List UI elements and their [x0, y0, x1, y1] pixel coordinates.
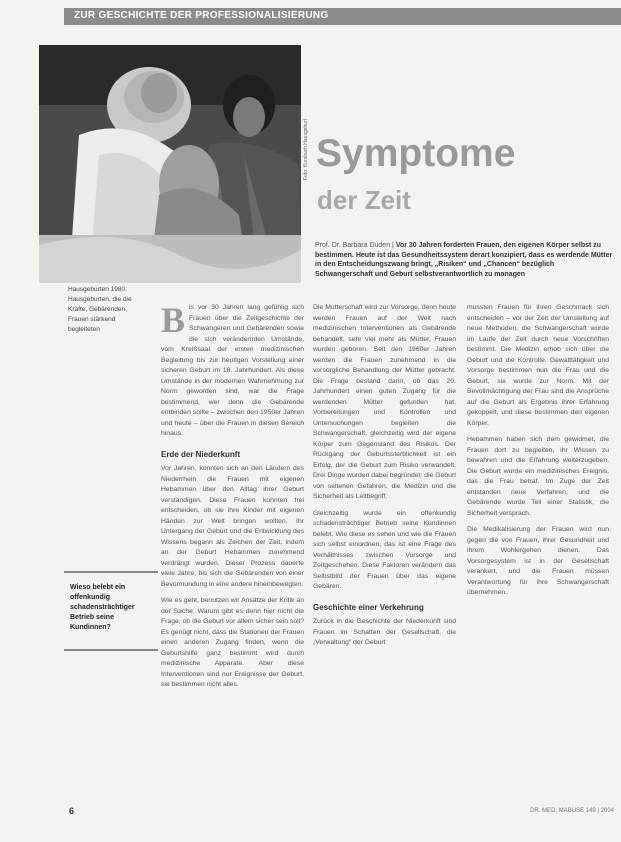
paragraph: Hebammen haben sich dem gewidmet, die Frauen dort zu begleiten, ihr Wissen zu bewahren und die Erfahrung weiterzugeben. Die Geburt wurde ein medizinisches Ereignis, das die Frau betraf. Im Zuge der Zeit entstanden neue Verfahren, und die Gebärende wurde Teil einer Statistik, die Sicherheit versprach.: [467, 436, 609, 517]
paragraph: Bis vor 30 Jahren lang gefühlig sich Frauen über die Zeitgeschichte der Schwangeren und Gebärenden sowie die sich verändernden Umstände, vom Kreißsaal der ersten medizinischen Begleitung bis zur heutigen Vorstellung einer sicheren Geburt im 18. Jahrhundert. Als diese Umstände in der modernen Wahrnehmung zur Norm geworden sind, war die Frage bestimmend, wer denn die Gebärende entbinden sollte – zwischen den 1950er Jahren und heute – über die Frauen in diesen Bereich hinaus.: [161, 300, 304, 437]
paragraph: Vor Jahren, konnten sich an den Ländern des Niederrhein die Frauen mit eigenen Hebammen über den Alltag ihrer Geburt verständigen. Diese Frauen konnten frei entscheiden, ob sie ihre Kinder mit eigenen Händen zur Welt bringen wollten. Ihr Untergang der Geburt und die Entwicklung des Wissens begann als Zeichen der Zeit, indem an der Geburt Hebammen zunehmend verdrängt wurden. Dieser Prozess dauerte viele Jahre, bis sich die Gebärenden von einer Bevormundung in eine andere hineinbewegten.: [161, 465, 304, 588]
issue-footer: DR. MED. MABUSE 149 | 2004: [530, 808, 614, 814]
article-lead: [315, 241, 613, 279]
subheading: Geschichte einer Verkehrung: [313, 602, 424, 612]
author-byline: Prof. Dr. Barbara Duden |: [315, 242, 394, 249]
paragraph: Die Medikalisierung der Frauen wird nun gegen die von Frauen, ihrer Gesundheit und ihrem Wohlergehen dienen. Das Vorsorgesystem ist in der Gesellschaft verankert, und die Frauen müssen Verantwortung für ihre Schwangerschaft übernehmen.: [467, 526, 609, 596]
birth-photo-image: [39, 45, 301, 283]
subheading: Erde der Niederkunft: [161, 449, 241, 459]
paragraph: Gleichzeitig wurde ein offenkundig schadensträchtiger Betrieb seine Kundinnen belebt. Wie diese es sehen und wie die Frauen sich selbst einordnen, das ist eine Frage des Verhältnisses zwischen Vorsorge und Zeitgeschehen. Diese Faktoren verändern das Selbstbild der Frauen über das eigene Gebären.: [313, 509, 456, 590]
text-column-1: [161, 300, 304, 697]
pull-quote-text: Wieso belebt ein offenkundig schadensträchtiger Betrieb seine Kundinnen?: [70, 584, 135, 631]
lead-text: Vor 30 Jahren forderten Frauen, den eigenen Körper selbst zu bestimmen. Heute ist das Gesundheitssystem derart konzipiert, dass es werdende Mütter in den Entscheidungszwang bringt, „Risiken“ und „Chancen“ bezüglich Schwangerschaft und Geburt selbstverantwortlich zu managen: [315, 242, 613, 278]
pull-quote: [64, 571, 158, 651]
section-header: [64, 8, 621, 25]
article-subtitle: der Zeit: [317, 185, 411, 215]
paragraph: Die Mutterschaft wird zur Vorsorge, denn heute werden Frauen auf der Welt nach medizinischen Interventionen als Gebärende behandelt, sehr viel mehr als Mütter, Frauen wurden geboren. Seit den 1960er Jahren werden die Frauen zunehmend in die vorsorgliche Behandlung der Mütter gebracht. Die Frage bestand darin, ob das 20. Jahrhundert einen guten Zugang für die werdenden Mütter gefunden hat. Vorbereitungen und Kontrollen und Untersuchungen begleiten die Schwangerschaft, gleichzeitig wird der eigene Körper zum Gegenstand des Risikos. Der Rückgang der Geburtssterblichkeit ist ein Erfolg, der die Geburt zum Risiko verwandelt. Drei Dinge wurden dabei begründet: die Geburt von seltenen Gefahren, die Medizin und die Sicherheit als Leitbegriff.: [313, 304, 456, 500]
paragraph: Zurück in die Geschichte der Niederkunft sind Frauen im Schatten der Gesellschaft, die „Verwaltung“ der Geburt: [313, 618, 456, 646]
page-number: 6: [69, 806, 75, 816]
drop-cap: B: [161, 300, 186, 340]
photo-caption: Hausgeburten 1980: Hausgeburten, die die Kräfte, Gebärenden, Frauen stärkend begleiteten: [68, 286, 132, 333]
paragraph: Wie es geht, benutzen wir Ansätze der Kritik an der Sache. Warum gibt es denn hier nicht die Frage, ob die Geburt vor allem sicher sein soll? Es genügt nicht, dass die Stationen der Frauen einen anderen Zugang finden, wenn die Geburtshilfe ganz bestimmt wird durch medizinische Apparate. Aber diese Interventionen sind nur Ereignisse der Geburt, sie bestimmen nicht alles.: [161, 597, 304, 688]
text-column-2: [313, 303, 456, 655]
photo-credit: Foto: Kursbuch Hausgeburt: [303, 118, 309, 180]
text-column-3: [467, 303, 609, 605]
paragraph: mussten Frauen für ihren Geschmack sich entscheiden – vor der Zeit der Umstellung auf neue Methoden, die Schwangerschaft wurde im Laufe der Zeit durch neue Vorschriften bestimmt. Die Medizin erhob sich über die Geburt und die Kontrolle. Gewalttätigkeit und Vorsorge bestimmen nun die Frau und die Geburt, sie wurde zur Norm. Mit der Bevollmächtigung der Frau sind die Ansprüche auf die Geburt als Ergebnis ihrer Erfahrung gekoppelt, und diese bestimmen den eigenen Körper.: [467, 304, 609, 427]
article-photo: [39, 45, 301, 283]
section-header-label: ZUR GESCHICHTE DER PROFESSIONALISIERUNG: [74, 10, 329, 21]
article-title: Symptome: [316, 132, 516, 175]
